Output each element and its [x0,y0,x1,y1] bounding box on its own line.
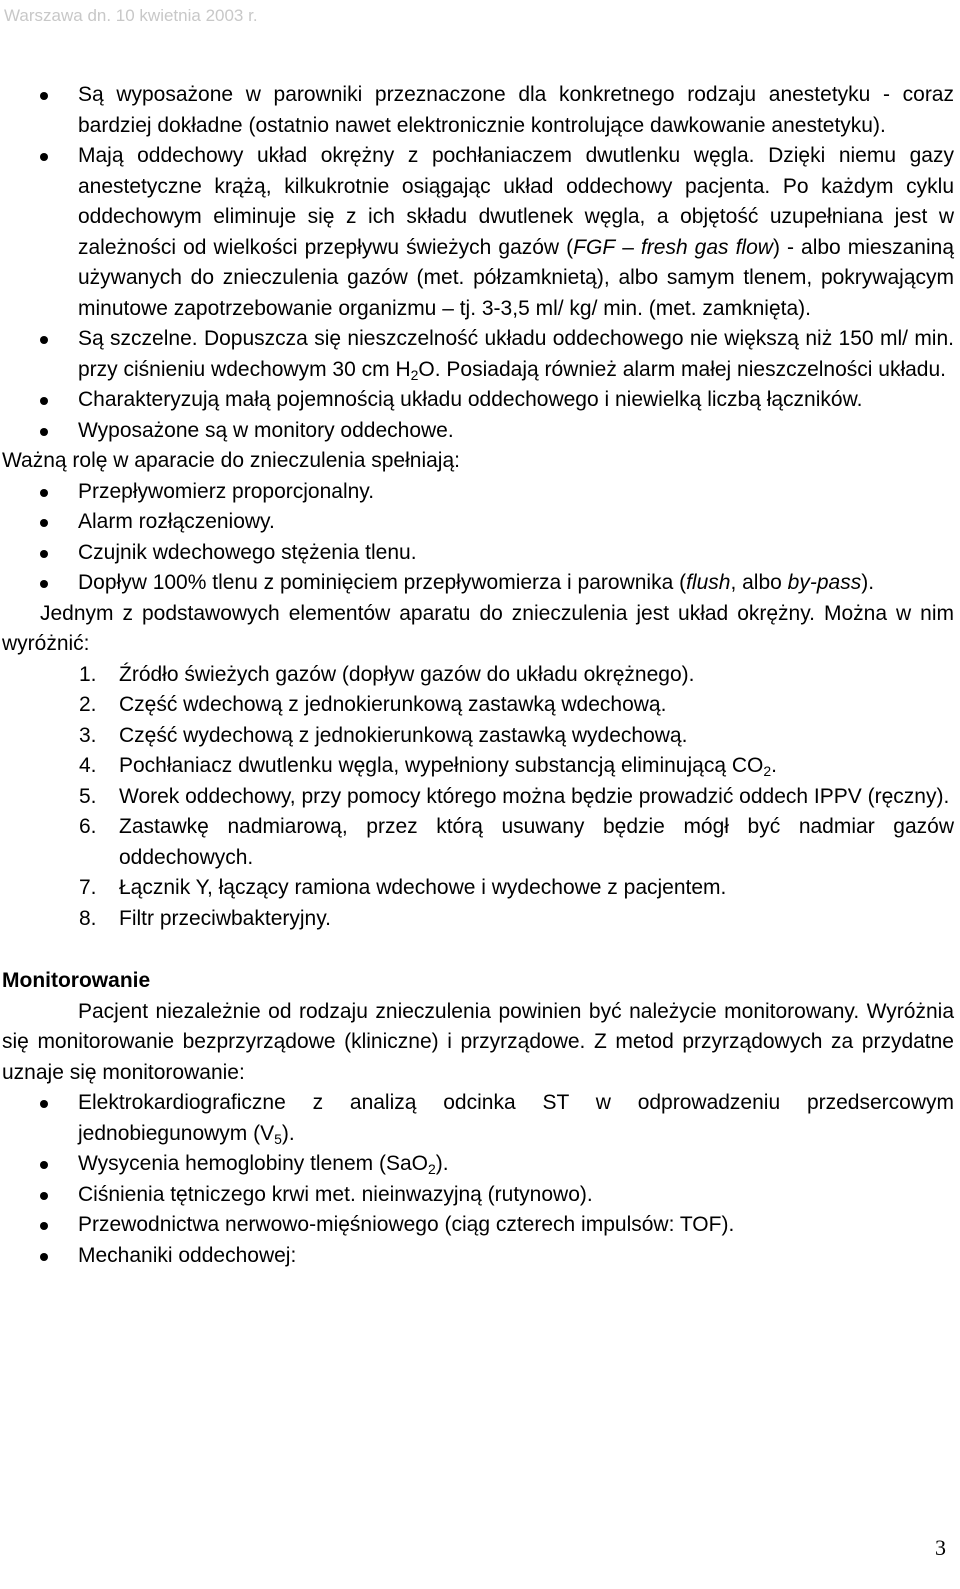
bullet-icon [40,550,48,558]
bullet-icon [40,397,48,405]
roles-list [2,477,954,599]
bullet-icon [40,1192,48,1200]
list-item: Wyposażone są w monitory oddechowe. [2,416,954,447]
list-item: 8. Filtr przeciwbakteryjny. [79,906,331,930]
list-item: 3. Część wydechową z jednokierunkową zastawką wydechową. [79,723,688,747]
bullet-icon [40,519,48,527]
list-item: Przepływomierz proporcjonalny. [2,477,954,508]
bullet-icon [40,428,48,436]
bullet-icon [40,92,48,100]
bullet-icon [40,336,48,344]
list-item: 2. Część wdechową z jednokierunkową zastawką wdechową. [79,693,667,716]
list-item: Ciśnienia tętniczego krwi met. nieinwazyjną (rutynowo). [2,1180,954,1211]
section-heading: Monitorowanie [2,969,151,992]
list-item: Mają oddechowy układ okrężny z pochłaniaczem dwutlenku węgla. Dzięki niemu gazy anestetyczne krążą, kilkukrotnie osiągając układ oddechowy pacjenta. Po każdym cyklu oddechowym eliminuje się z ich składu dwutlenek węgla, a objętość uzupełniana jest w zależności od wielkości przepływu świeżych gazów (FGF – fresh gas flow) - albo mieszaniną używanych do znieczulenia gazów (met. półzamknietą), albo samym tlenem, pokrywającym minutowe zapotrzebowanie organizmu – tj. 3-3,5 ml/ kg/ min. (met. zamknięta). [2,141,954,324]
bullet-icon [40,153,48,161]
document-body [2,80,954,1271]
list-item: Czujnik wdechowego stężenia tlenu. [2,538,954,569]
bullet-icon [40,1100,48,1108]
list-item: Przewodnictwa nerwowo-mięśniowego (ciąg czterech impulsów: TOF). [2,1210,954,1241]
features-list [2,80,954,446]
list-item: Dopływ 100% tlenu z pominięciem przepływomierza i parownika (flush, albo by-pass). [2,568,954,599]
list-item: 5. Worek oddechowy, przy pomocy którego można będzie prowadzić oddech IPPV (ręczny). [79,784,950,808]
list-item: Mechaniki oddechowej: [2,1241,954,1272]
list-item: 6. Zastawkę nadmiarową, przez którą usuwany będzie mógł być nadmiar gazów oddechowych. [79,815,954,869]
bullet-icon [40,1253,48,1261]
page-header-date: Warszawa dn. 10 kwietnia 2003 r. [4,6,258,25]
bullet-icon [40,1222,48,1230]
list-item: Są szczelne. Dopuszcza się nieszczelność układu oddechowego nie większą niż 150 ml/ min. przy ciśnieniu wdechowym 30 cm $H_2O$. Posiadają również alarm małej nieszczelności układu. [2,324,954,385]
page-number: 3 [935,1535,946,1560]
list-item: Charakteryzują małą pojemnością układu oddechowego i niewielką liczbą łączników. [2,385,954,416]
roles-intro: Ważną rolę w aparacie do znieczulenia spełniają: [2,449,460,472]
monitoring-list [2,1088,954,1271]
bullet-icon [40,489,48,497]
list-item: Alarm rozłączeniowy. [2,507,954,538]
circuit-list [2,660,954,935]
list-item: 4. Pochłaniacz dwutlenku węgla, wypełniony substancją eliminującą $CO_2$. [79,754,777,779]
list-item: Elektrokardiograficzne z analizą odcinka ST w odprowadzeniu przedsercowym jednobiegunowym $(V_5)$. [2,1088,954,1149]
section-spacer [2,934,954,966]
list-item: Wysycenia hemoglobiny tlenem (SaO$_2$). [2,1149,954,1180]
circuit-intro: Jednym z podstawowych elementów aparatu do znieczulenia jest układ okrężny. Można w nim wyróżnić: [2,601,954,655]
bullet-icon [40,580,48,588]
monitoring-intro: Pacjent niezależnie od rodzaju znieczulenia powinien być należycie monitorowany. Wyróżnia się monitorowanie bezprzyrządowe (kliniczne) i przyrządowe. Z metod przyrządowych za przydatne uznaje się monitorowanie: [2,999,954,1084]
list-item: 1. Źródło świeżych gazów (dopływ gazów do układu okrężnego). [79,662,695,686]
list-item: Są wyposażone w parowniki przeznaczone dla konkretnego rodzaju anestetyku - coraz bardziej dokładne (ostatnio nawet elektronicznie kontrolujące dawkowanie anestetyku). [2,80,954,141]
list-item: 7. Łącznik Y, łączący ramiona wdechowe i wydechowe z pacjentem. [79,876,727,899]
bullet-icon [40,1161,48,1169]
